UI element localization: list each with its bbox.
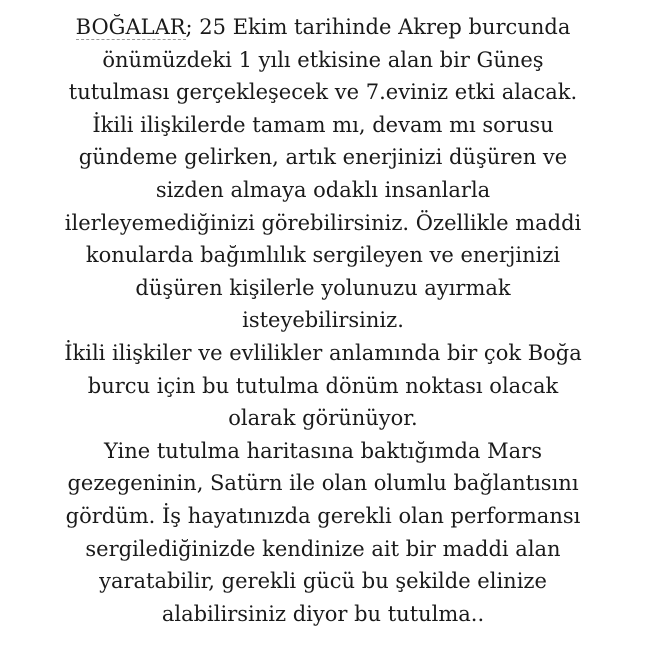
text-line-17: sergilediğinizde kendinize ait bir maddi alan xyxy=(85,536,561,561)
text-line-18: yaratabilir, gerekli gücü bu şekilde elinize xyxy=(99,569,547,594)
text-line-10: isteyebilirsiniz. xyxy=(242,308,404,333)
text-line-19: alabilirsiniz diyor bu tutulma.. xyxy=(161,601,485,626)
text-line-16: gördüm. İş hayatınızda gerekli olan performansı xyxy=(65,503,581,528)
text-line-9: düşüren kişilerle yolunuzu ayırmak xyxy=(135,275,511,300)
horoscope-text xyxy=(10,11,636,630)
text-line-6: sizden almaya odaklı insanlarla xyxy=(155,177,491,202)
text-line-15: gezegeninin, Satürn ile olan olumlu bağlantısını xyxy=(67,471,579,496)
heading-continuation: ; 25 Ekim tarihinde Akrep burcunda xyxy=(185,15,571,39)
text-line-4: İkili ilişkilerde tamam mı, devam mı sorusu xyxy=(92,112,554,137)
text-line-3: tutulması gerçekleşecek ve 7.eviniz etki alacak. xyxy=(68,80,578,105)
text-line-11: İkili ilişkiler ve evlilikler anlamında bir çok Boğa xyxy=(64,340,582,365)
text-line-8: konularda bağımlılık sergileyen ve enerjinizi xyxy=(85,243,561,268)
text-line-14: Yine tutulma haritasına baktığımda Mars xyxy=(104,438,542,463)
text-line-5: gündeme gelirken, artık enerjinizi düşüren ve xyxy=(78,145,568,170)
text-line-12: burcu için bu tutulma dönüm noktası olacak xyxy=(87,373,559,398)
sign-heading: BOĞALAR xyxy=(75,15,186,39)
text-line-1 xyxy=(10,11,636,44)
text-line-7: ilerleyemediğinizi görebilirsiniz. Özellikle maddi xyxy=(64,210,582,235)
text-line-13: olarak görünüyor. xyxy=(228,406,418,431)
text-line-2: önümüzdeki 1 yılı etkisine alan bir Güneş xyxy=(102,47,544,72)
